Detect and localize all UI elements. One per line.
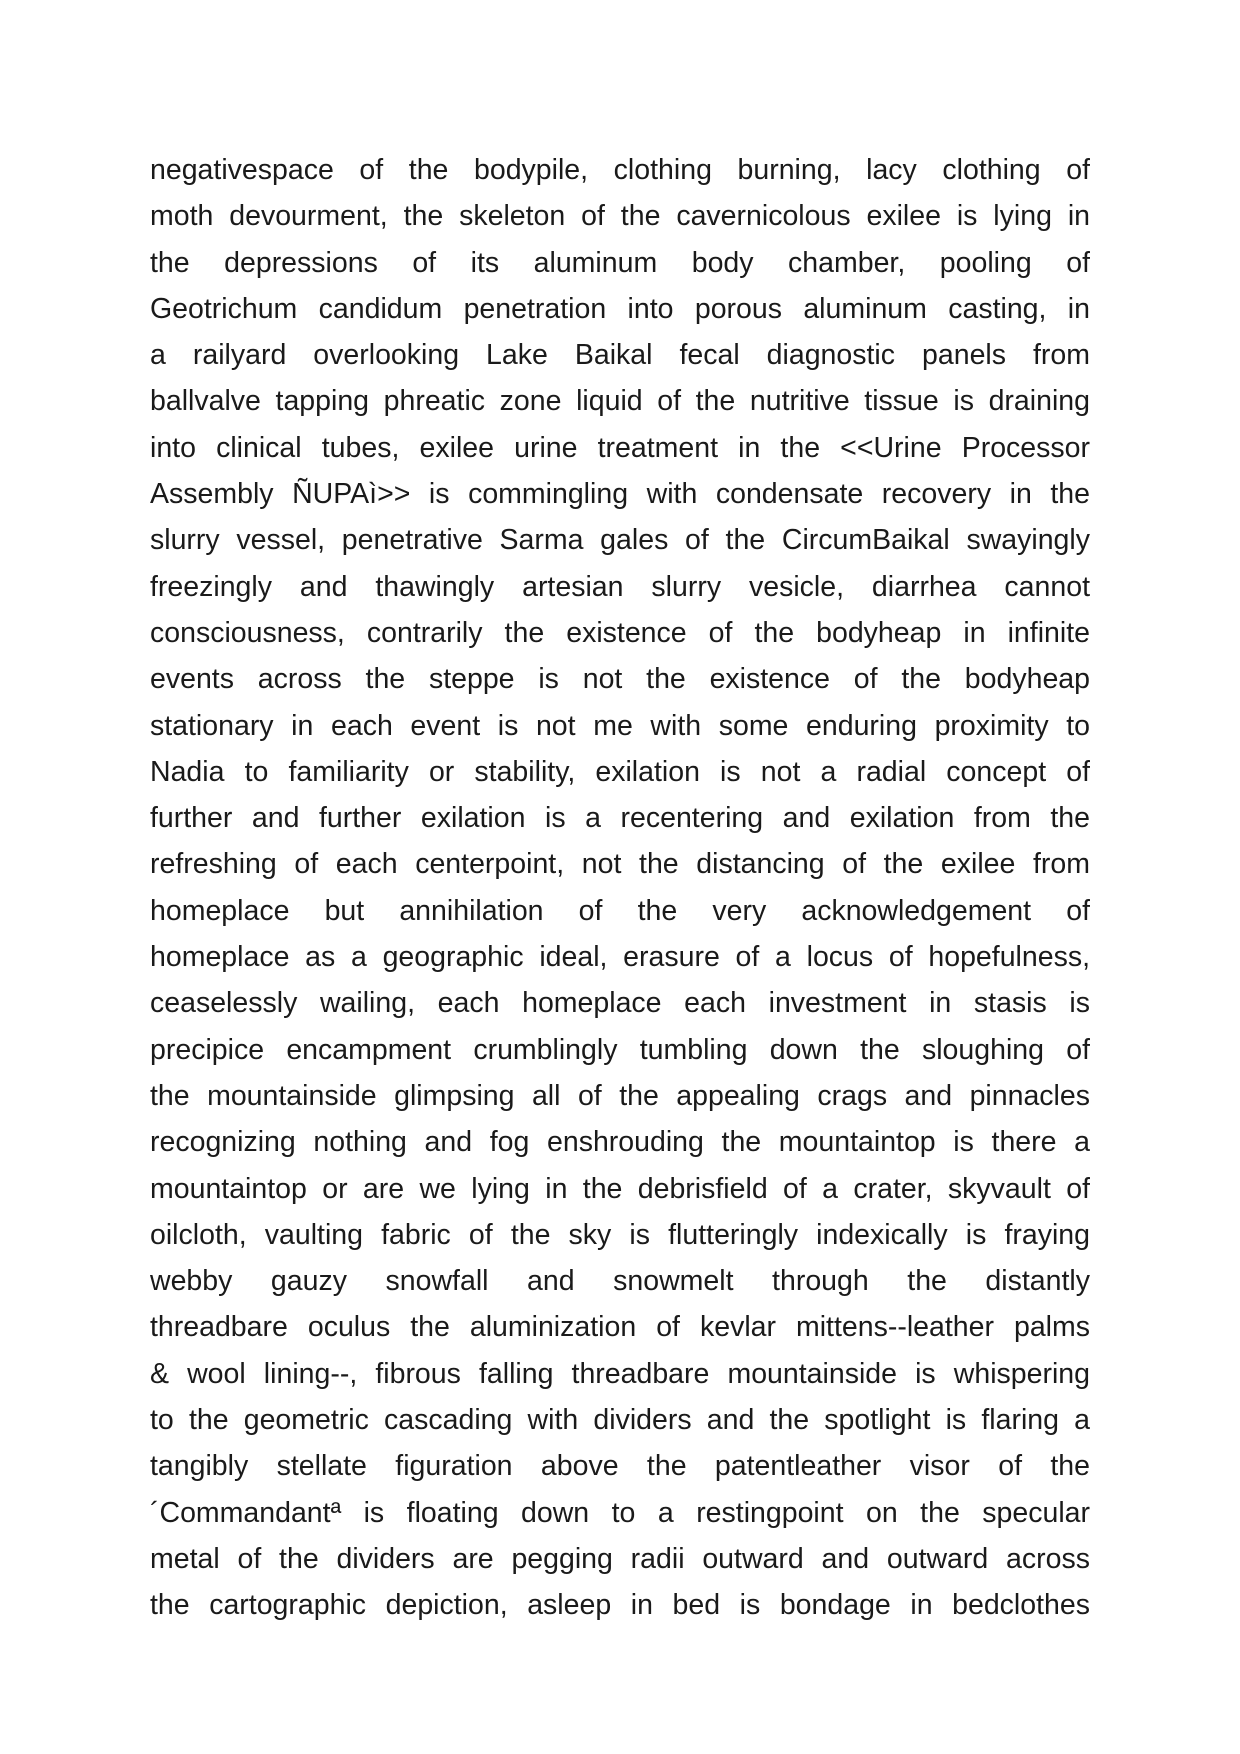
- text-line: & wool lining--, fibrous falling threadbare mountainside is whispering: [150, 1357, 1090, 1390]
- text-line: slurry vessel, penetrative Sarma gales of the CircumBaikal swayingly: [150, 524, 1090, 557]
- text-line: the cartographic depiction, asleep in bed is bondage in bedclothes: [150, 1589, 1090, 1622]
- text-line: freezingly and thawingly artesian slurry vesicle, diarrhea cannot: [150, 570, 1090, 603]
- text-line: tangibly stellate figuration above the patentleather visor of the: [150, 1450, 1090, 1483]
- text-line: further and further exilation is a recentering and exilation from the: [150, 802, 1090, 835]
- text-line: metal of the dividers are pegging radii outward and outward across: [150, 1542, 1090, 1575]
- text-line: negativespace of the bodypile, clothing burning, lacy clothing of: [150, 154, 1090, 186]
- text-line: refreshing of each centerpoint, not the distancing of the exilee from: [150, 848, 1090, 881]
- text-line: to the geometric cascading with dividers and the spotlight is flaring a: [150, 1404, 1090, 1437]
- text-line: ´Commandantª is floating down to a restingpoint on the specular: [150, 1496, 1090, 1529]
- text-line: webby gauzy snowfall and snowmelt through the distantly: [150, 1265, 1090, 1298]
- text-line: the mountainside glimpsing all of the appealing crags and pinnacles: [150, 1079, 1090, 1112]
- text-line: the depressions of its aluminum body chamber, pooling of: [150, 246, 1090, 279]
- text-line: precipice encampment crumblingly tumbling down the sloughing of: [150, 1033, 1090, 1066]
- text-line: oilcloth, vaulting fabric of the sky is flutteringly indexically is fraying: [150, 1218, 1090, 1251]
- text-line: ceaselessly wailing, each homeplace each investment in stasis is: [150, 987, 1090, 1020]
- text-line: homeplace as a geographic ideal, erasure of a locus of hopefulness,: [150, 941, 1090, 974]
- text-line: Geotrichum candidum penetration into porous aluminum casting, in: [150, 292, 1090, 325]
- text-line: consciousness, contrarily the existence of the bodyheap in infinite: [150, 616, 1090, 649]
- text-line: moth devourment, the skeleton of the cavernicolous exilee is lying in: [150, 200, 1090, 233]
- text-line: mountaintop or are we lying in the debrisfield of a crater, skyvault of: [150, 1172, 1090, 1205]
- text-line: into clinical tubes, exilee urine treatment in the <<Urine Processor: [150, 431, 1090, 464]
- body-text: [150, 147, 1090, 1629]
- text-line: recognizing nothing and fog enshrouding the mountaintop is there a: [150, 1126, 1090, 1159]
- text-line: Nadia to familiarity or stability, exilation is not a radial concept of: [150, 755, 1090, 788]
- text-line: Assembly ÑUPAì>> is commingling with condensate recovery in the: [150, 478, 1090, 511]
- text-line: a railyard overlooking Lake Baikal fecal diagnostic panels from: [150, 339, 1090, 372]
- text-line: threadbare oculus the aluminization of kevlar mittens--leather palms: [150, 1311, 1090, 1344]
- text-line: stationary in each event is not me with some enduring proximity to: [150, 709, 1090, 742]
- text-line: events across the steppe is not the existence of the bodyheap: [150, 663, 1090, 696]
- text-line: ballvalve tapping phreatic zone liquid of the nutritive tissue is draining: [150, 385, 1090, 418]
- text-line: homeplace but annihilation of the very acknowledgement of: [150, 894, 1090, 927]
